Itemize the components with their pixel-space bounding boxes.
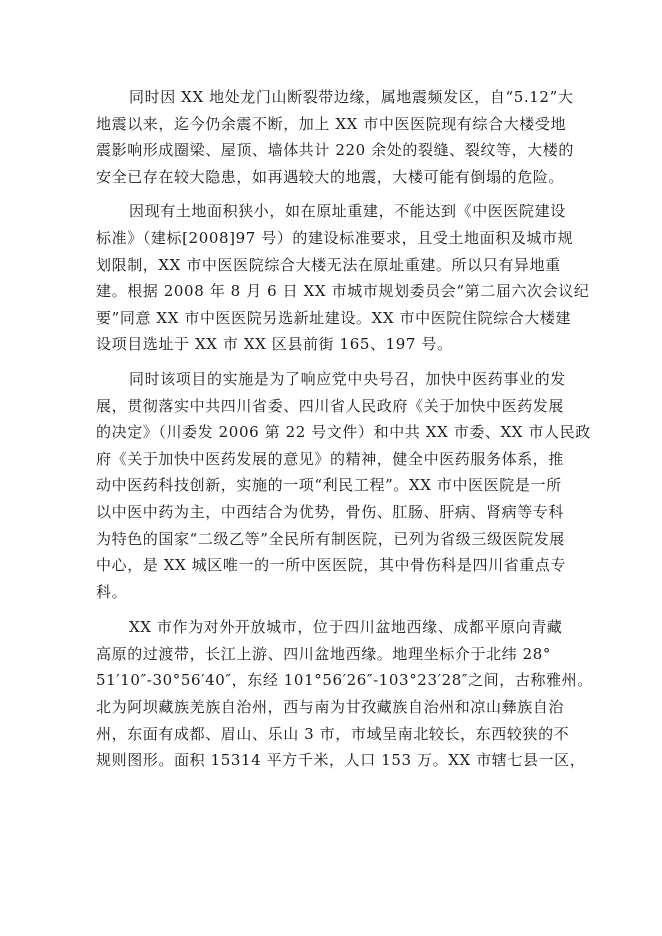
text-line: 中心，是 XX 城区唯一的一所中医医院，其中骨伤科是四川省重点专 (96, 556, 567, 575)
text-line: 因现有土地面积狭小，如在原址重建，不能达到《中医医院建设 (129, 202, 566, 221)
text-line: 科。 (96, 582, 128, 601)
document-body (96, 84, 593, 774)
text-line: 同时因 XX 地处龙门山断裂带边缘，属地震频发区，自“5.12”大 (129, 88, 574, 106)
text-line: 同时该项目的实施是为了响应党中央号召，加快中医药事业的发 (129, 369, 566, 388)
text-line: 规则图形。面积 15314 平方千米，人口 153 万。XX 市辖七县一区， (96, 751, 586, 770)
text-line: 北为阿坝藏族羌族自治州，西与南为甘孜藏族自治州和凉山彝族自治 (96, 698, 565, 717)
paragraph-site-relocation (96, 198, 590, 358)
text-line: 的决定》（川委发 2006 第 22 号文件）和中共 XX 市委、XX 市人民政 (96, 423, 591, 442)
text-line: 震影响形成圈梁、屋顶、墙体共计 220 余处的裂缝、裂纹等，大楼的 (96, 141, 574, 160)
text-line: XX 市作为对外开放城市，位于四川盆地西缘、成都平原向青藏 (129, 618, 563, 637)
paragraph-city-geography (96, 614, 593, 774)
paragraph-earthquake-risk (96, 84, 574, 190)
text-line: 府《关于加快中医药发展的意见》的精神，健全中医药服务体系，推 (96, 449, 565, 468)
paragraph-spacer (96, 605, 568, 614)
text-line: 以中医中药为主，中西结合为优势，骨伤、肛肠、肝病、肾病等专科 (96, 502, 565, 521)
text-line: 高原的过渡带，长江上游、四川盆地西缘。地理坐标介于北纬 28° (96, 644, 551, 663)
text-line: 为特色的国家“二级乙等”全民所有制医院，已列为省级三级医院发展 (96, 529, 565, 548)
paragraph-spacer (96, 358, 568, 366)
text-line: 安全已存在较大隐患，如再遇较大的地震，大楼可能有倒塌的危险。 (96, 167, 565, 186)
text-line: 要”同意 XX 市中医医院另选新址建设。XX 市中医院住院综合大楼建 (96, 308, 572, 327)
paragraph-project-purpose (96, 366, 591, 605)
text-line: 地震以来，迄今仍余震不断，加上 XX 市中医医院现有综合大楼受地 (96, 114, 567, 133)
text-line: 建。根据 2008 年 8 月 6 日 XX 市城市规划委员会“第二届六次会议纪 (96, 282, 590, 301)
text-line: 划限制，XX 市中医医院综合大楼无法在原址重建。所以只有异地重 (96, 255, 561, 274)
paragraph-spacer (96, 190, 568, 198)
text-line: 展，贯彻落实中共四川省委、四川省人民政府《关于加快中医药发展 (96, 396, 565, 415)
text-line: 标准》（建标[2008]97 号）的建设标准要求，且受土地面积及城市规 (96, 228, 574, 247)
text-line: 州，东面有成都、眉山、乐山 3 市，市域呈南北较长，东西较狭的不 (96, 724, 570, 743)
text-line: 动中医药科技创新，实施的一项“利民工程”。XX 市中医医院是一所 (96, 476, 562, 495)
text-line: 51′10″-30°56′40″，东经 101°56′26″-103°23′28″之间，古称雅州。 (96, 671, 593, 690)
text-line: 设项目选址于 XX 市 XX 区县前街 165、197 号。 (96, 335, 453, 354)
